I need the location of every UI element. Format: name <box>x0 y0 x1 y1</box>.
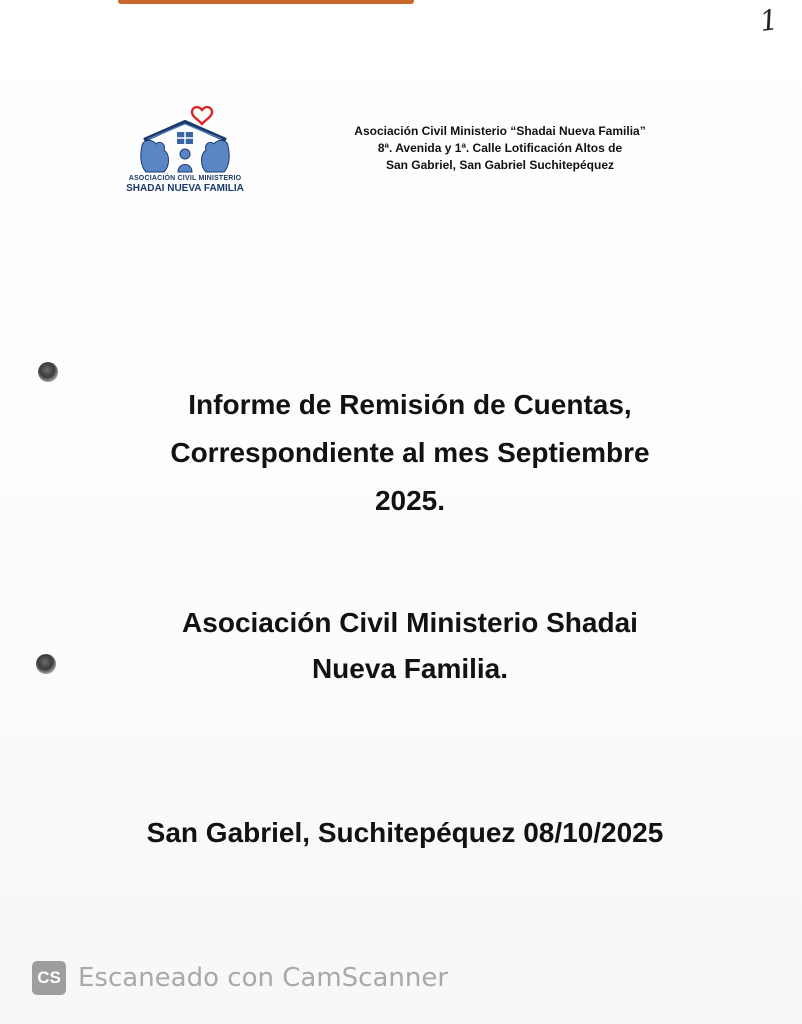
org-line-1: Asociación Civil Ministerio Shadai <box>182 607 638 638</box>
title-line-3: 2025. <box>374 485 446 516</box>
logo-wordmark <box>110 175 260 194</box>
top-edge-strip <box>118 0 414 4</box>
place-and-date: San Gabriel, Suchitepéquez 08/10/2025 <box>146 817 664 848</box>
camscanner-icon: CS <box>32 961 66 995</box>
logo-line-2: SHADAI NUEVA FAMILIA <box>126 183 244 194</box>
camscanner-watermark <box>32 958 448 998</box>
punch-hole-bottom <box>36 654 56 674</box>
header-address-block <box>330 123 670 174</box>
header-line-1: Asociación Civil Ministerio “Shadai Nueva Familia” <box>354 124 646 138</box>
house-family-icon <box>140 104 230 176</box>
watermark-text: Escaneado con CamScanner <box>78 963 449 993</box>
title-line-2: Correspondiente al mes Septiembre <box>170 437 650 468</box>
logo-line-1: ASOCIACIÓN CIVIL MINISTERIO <box>128 175 242 182</box>
page-number-mark: 1 <box>757 2 781 39</box>
org-line-2: Nueva Familia. <box>311 653 509 684</box>
header-line-2: 8ª. Avenida y 1ª. Calle Lotificación Altos de <box>377 141 623 155</box>
report-title <box>100 381 720 525</box>
organization-logo <box>110 104 260 196</box>
title-line-1: Informe de Remisión de Cuentas, <box>188 389 632 420</box>
punch-hole-top <box>38 362 58 382</box>
header-line-3: San Gabriel, San Gabriel Suchitepéquez <box>385 158 615 172</box>
organization-name <box>100 600 720 692</box>
